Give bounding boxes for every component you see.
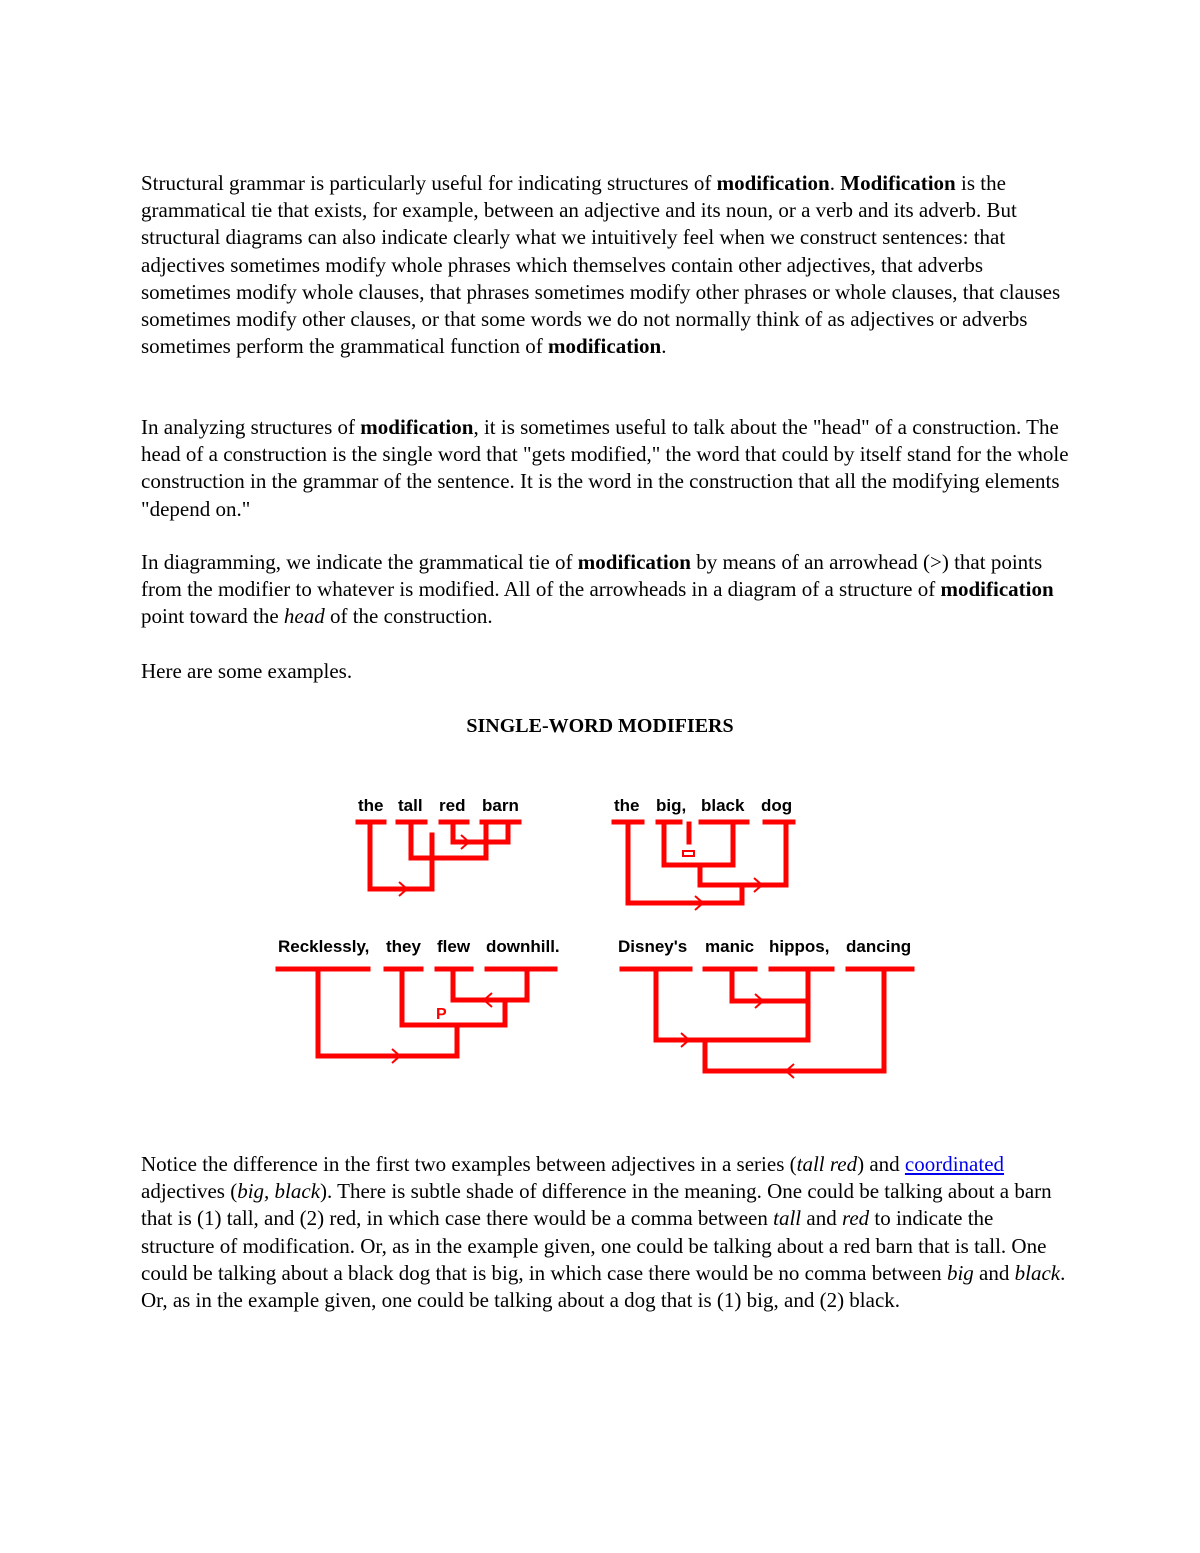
- diagram-branches: [622, 969, 912, 1071]
- bold-term: modification: [716, 171, 830, 195]
- text-run: .: [661, 334, 667, 359]
- text-run: In diagramming, we indicate the grammatical tie of: [141, 550, 578, 574]
- paragraph-series-vs-coordinated: [141, 1151, 1071, 1314]
- italic-term: red: [841, 1206, 870, 1231]
- text-run: Notice the difference in the first two examples between adjectives in a series (: [141, 1152, 797, 1176]
- bold-term: modification: [360, 415, 474, 439]
- section-heading: SINGLE-WORD MODIFIERS: [466, 715, 734, 737]
- diagram-word: the: [614, 796, 640, 815]
- diagram-word: black: [701, 796, 745, 815]
- diagram-word: downhill.: [486, 937, 560, 956]
- text-run: point toward the: [141, 604, 284, 629]
- diagram-word: dancing: [846, 937, 912, 956]
- diagram-word: dog: [761, 796, 793, 815]
- text-run: Structural grammar is particularly useful for indicating structures of: [141, 171, 717, 195]
- arrowhead-icon: [392, 993, 492, 1063]
- text-run: ). There is subtle shade of difference in the meaning. One could be talking about a barn that is (1) tall, and (2) red, in which case there would be a comma between: [141, 1179, 1052, 1231]
- diagram-branches: [614, 822, 793, 903]
- diagram-word: the: [358, 796, 384, 815]
- diagram-disneys-manic-hippos: [618, 937, 912, 1078]
- diagram-big-black-dog: [614, 796, 793, 910]
- text-run: and: [973, 1260, 1015, 1285]
- diagram-word: big,: [656, 796, 687, 815]
- text-run: of the construction.: [324, 604, 493, 629]
- italic-term: head: [283, 604, 325, 629]
- text-run: . Or, as in the example given, one could be talking about a dog that is (1) big, and (2) black.: [141, 1260, 1066, 1313]
- text-run: , it is sometimes useful to talk about the "head" of a construction. The head of a construction is the single word that "gets modified," the word that could by itself stand for the whole construction in the grammar of the sentence. It is the word in the construction that all the modifying elements "depend on.": [141, 415, 1069, 521]
- text-run: by means of an arrowhead (>) that points from the modifier to whatever is modified. All of the arrowheads in a diagram of a structure of: [141, 550, 1043, 602]
- italic-term: tall: [773, 1206, 802, 1231]
- italic-term: tall red: [796, 1152, 858, 1176]
- text-run: ) and: [857, 1152, 905, 1176]
- text-run: and: [801, 1206, 842, 1231]
- diagram-word: flew: [437, 937, 471, 956]
- diagram-word: tall: [398, 796, 423, 815]
- diagram-word: barn: [482, 796, 519, 815]
- diagram-word: they: [386, 937, 421, 956]
- text-run: In analyzing structures of: [141, 415, 361, 439]
- text-run: adjectives (: [141, 1179, 238, 1204]
- bold-term: modification: [940, 577, 1054, 602]
- diagram-branches: [278, 969, 555, 1056]
- diagram-word: Recklessly,: [278, 937, 370, 956]
- coordinated-link[interactable]: coordinated: [904, 1152, 1005, 1176]
- text-run: .: [829, 171, 841, 195]
- diagram-branches: [358, 822, 519, 889]
- bold-term: Modification: [840, 171, 956, 195]
- paragraph-examples-intro: Here are some examples.: [141, 659, 353, 683]
- text-run: to indicate the structure of modification. Or, as in the example given, one could be talking about a red barn that is tall. One could be talking about a black dog that is big, in which case there would be no comma between: [141, 1206, 1047, 1285]
- predicate-marker: P: [436, 1006, 447, 1023]
- diagram-word: red: [439, 796, 466, 815]
- diagram-word: Disney's: [618, 937, 688, 956]
- diagram-word: hippos,: [769, 937, 830, 956]
- diagram-word: manic: [705, 937, 755, 956]
- text-run: is the grammatical tie that exists, for example, between an adjective and its noun, or a verb and its adverb. But structural diagrams can also indicate clearly what we intuitively feel when we construct sentences: that adjectives sometimes modify whole phrases which themselves contain other adjectives, that adverbs sometimes modify whole clauses, that phrases sometimes modify other phrases or whole clauses, that clauses sometimes modify other clauses, or that some words we do not normally think of as adjectives or adverbs sometimes perform the grammatical function of: [141, 171, 1061, 359]
- diagram-tall-red-barn: [358, 796, 519, 896]
- italic-term: black: [1014, 1260, 1061, 1285]
- bold-term: modification: [548, 334, 662, 359]
- diagram-recklessly-they-flew: [278, 937, 560, 1063]
- italic-term: big: [946, 1260, 974, 1285]
- bold-term: modification: [577, 550, 691, 574]
- italic-term: big, black: [237, 1179, 321, 1204]
- arrowhead-icon: [681, 994, 794, 1078]
